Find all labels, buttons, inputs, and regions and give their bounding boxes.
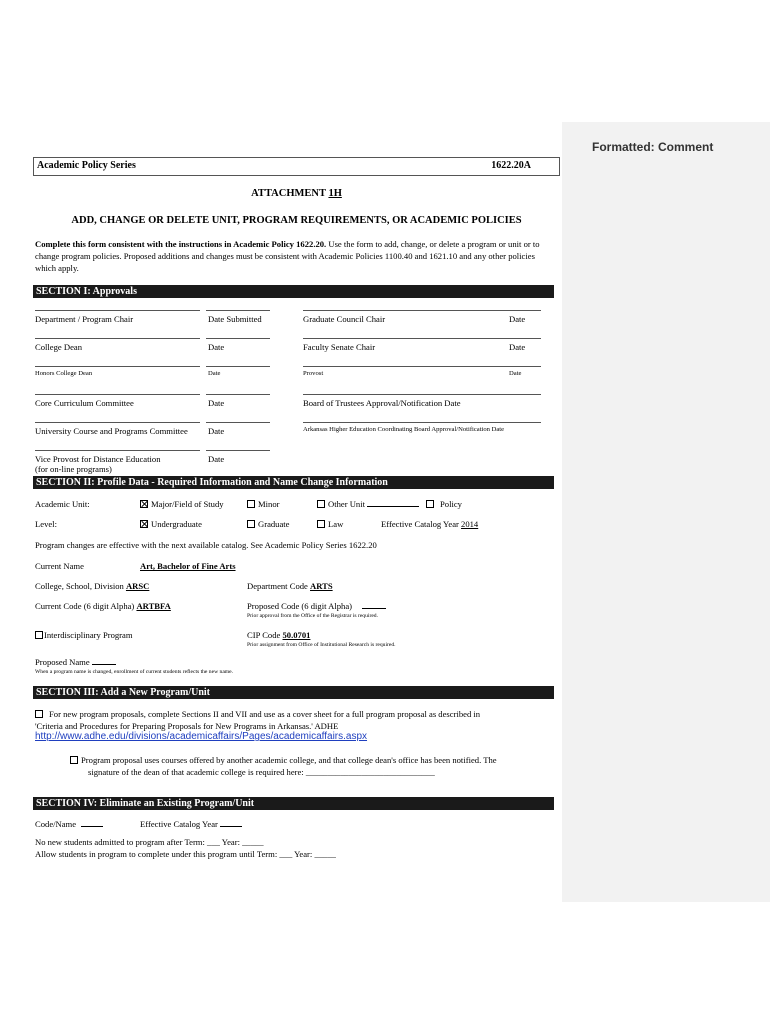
- date-line[interactable]: [206, 422, 270, 423]
- section2-header: SECTION II: Profile Data - Required Information and Name Change Information: [33, 476, 554, 489]
- approver-role: Board of Trustees Approval/Notification Date: [303, 398, 461, 408]
- main-title: ADD, CHANGE OR DELETE UNIT, PROGRAM REQUIREMENTS, OR ACADEMIC POLICIES: [71, 215, 522, 226]
- catalog-year-value[interactable]: 2014: [461, 519, 479, 529]
- comment-pane: [562, 122, 770, 902]
- code-name-row: [35, 819, 103, 829]
- approver-date-label: Date: [208, 426, 225, 436]
- other-unit-option[interactable]: [317, 499, 419, 509]
- approver-role: Arkansas Higher Education Coordinating Board Approval/Notification Date: [303, 426, 505, 433]
- current-code-row: [35, 601, 171, 611]
- other-unit-label: Other Unit: [328, 499, 365, 509]
- graduate-label: Graduate: [258, 519, 290, 529]
- proposed-name-row: [35, 657, 116, 667]
- new-program-line1: For new program proposals, complete Sections II and VII and use as a cover sheet for a full program proposal as described in: [49, 709, 481, 719]
- law-checkbox[interactable]: [317, 520, 325, 528]
- code-name-label: Code/Name: [35, 819, 77, 829]
- approver-role: Graduate Council Chair: [303, 314, 386, 324]
- intro-rest: Use the form to add, change, or delete a program or unit or to change program policies. Proposed additions and changes must be consistent with Academic Policies 1100.40 and 1621.10 and any other policies which apply.: [35, 239, 540, 273]
- attachment-num: 1H: [328, 188, 342, 199]
- date-line[interactable]: [206, 450, 270, 451]
- approver-date-label: Date: [509, 342, 526, 352]
- attachment-heading: [33, 188, 560, 199]
- other-unit-checkbox[interactable]: [317, 500, 325, 508]
- catalog-year-row: [381, 519, 478, 529]
- other-unit-field[interactable]: [367, 499, 419, 507]
- proposed-code-label: Proposed Code (6 digit Alpha): [247, 601, 353, 611]
- college-value[interactable]: ARSC: [125, 581, 150, 591]
- dept-label: Department Code: [247, 581, 311, 591]
- allow-students-line: Allow students in program to complete under this program until Term: ___ Year: _____: [35, 849, 336, 859]
- other-college-checkbox[interactable]: [70, 756, 78, 764]
- new-program-option[interactable]: [35, 709, 550, 719]
- approver-role: Provost: [303, 370, 324, 377]
- dept-row: [247, 581, 333, 591]
- academic-unit-label: Academic Unit:: [35, 499, 90, 509]
- signature-line[interactable]: [35, 450, 200, 451]
- approver-date-label: Date: [509, 314, 526, 324]
- policy-checkbox[interactable]: [426, 500, 434, 508]
- proposed-name-label: Proposed Name: [35, 657, 90, 667]
- signature-line[interactable]: [35, 366, 200, 367]
- signature-line[interactable]: [35, 310, 200, 311]
- approver-date-label: Date: [208, 370, 221, 377]
- current-code-label: Current Code (6 digit Alpha): [35, 601, 137, 611]
- interdisciplinary-label: Interdisciplinary Program: [44, 630, 133, 640]
- major-label: Major/Field of Study: [151, 499, 224, 509]
- eff-year-row: [140, 819, 242, 829]
- other-college-line1: Program proposal uses courses offered by another academic college, and that college dean's office has been notified. The: [81, 755, 497, 765]
- policy-label: Policy: [440, 499, 462, 509]
- current-code-value[interactable]: ARTBFA: [136, 601, 171, 611]
- other-college-line2: signature of the dean of that academic college is required here: ______________________________: [88, 767, 435, 777]
- minor-checkbox[interactable]: [247, 500, 255, 508]
- no-new-students-line: No new students admitted to program after Term: ___ Year: _____: [35, 837, 264, 847]
- undergrad-checkbox[interactable]: [140, 520, 148, 528]
- series-title: Academic Policy Series: [37, 160, 136, 171]
- catalog-note: Program changes are effective with the next available catalog. See Academic Policy Series 1622.20: [35, 540, 377, 550]
- section1-header: SECTION I: Approvals: [33, 285, 554, 298]
- dept-value[interactable]: ARTS: [310, 581, 333, 591]
- approver-date-label: Date: [208, 454, 225, 464]
- attachment-label: ATTACHMENT: [251, 188, 329, 199]
- approver-role: College Dean: [35, 342, 83, 352]
- eff-year-field[interactable]: [220, 819, 242, 827]
- major-checkbox[interactable]: [140, 500, 148, 508]
- comment-pane-title: Formatted: Comment: [592, 140, 714, 154]
- current-name-value[interactable]: Art, Bachelor of Fine Arts: [140, 561, 236, 571]
- college-label: College, School, Division: [35, 581, 126, 591]
- date-line[interactable]: [206, 366, 270, 367]
- intro-paragraph: [35, 238, 550, 274]
- interdisciplinary-checkbox[interactable]: [35, 631, 43, 639]
- proposed-name-note: When a program name is changed, enrollment of current students reflects the new name.: [35, 669, 234, 675]
- signature-line[interactable]: [303, 338, 541, 339]
- series-header-box: [33, 157, 560, 176]
- eff-year-label: Effective Catalog Year: [140, 819, 218, 829]
- signature-line[interactable]: [303, 422, 541, 423]
- signature-line[interactable]: [35, 422, 200, 423]
- section3-header: SECTION III: Add a New Program/Unit: [33, 686, 554, 699]
- cip-label: CIP Code: [247, 630, 283, 640]
- proposed-code-field[interactable]: [362, 601, 386, 609]
- graduate-checkbox[interactable]: [247, 520, 255, 528]
- proposed-code-note: Prior approval from the Office of the Registrar is required.: [247, 613, 378, 619]
- cip-row: [247, 630, 310, 640]
- new-program-checkbox[interactable]: [35, 710, 43, 718]
- minor-label: Minor: [258, 499, 280, 509]
- undergrad-label: Undergraduate: [151, 519, 202, 529]
- signature-line[interactable]: [303, 394, 541, 395]
- interdisciplinary-option[interactable]: [35, 630, 133, 640]
- cip-note: Prior assignment from Office of Institutional Research is required.: [247, 642, 396, 648]
- law-option[interactable]: [317, 519, 343, 529]
- series-number: 1622.20A: [491, 160, 531, 171]
- minor-option[interactable]: [247, 499, 279, 509]
- date-line[interactable]: [206, 338, 270, 339]
- approver-role: Department / Program Chair: [35, 314, 134, 324]
- code-name-field[interactable]: [81, 819, 103, 827]
- level-label: Level:: [35, 519, 57, 529]
- approver-date-label: Date: [208, 398, 225, 408]
- approver-role: University Course and Programs Committee: [35, 426, 188, 436]
- signature-line[interactable]: [303, 310, 541, 311]
- signature-line[interactable]: [35, 394, 200, 395]
- proposed-name-field[interactable]: [92, 657, 116, 665]
- date-line[interactable]: [206, 310, 270, 311]
- approver-role: Faculty Senate Chair: [303, 342, 376, 352]
- new-program-line2: 'Criteria and Procedures for Preparing Proposals for New Programs in Arkansas.' ADHE: [35, 721, 339, 731]
- catalog-year-label: Effective Catalog Year: [381, 519, 462, 529]
- current-name-label: Current Name: [35, 561, 84, 571]
- approver-role: Core Curriculum Committee: [35, 398, 134, 408]
- law-label: Law: [328, 519, 344, 529]
- section4-header: SECTION IV: Eliminate an Existing Program/Unit: [33, 797, 554, 810]
- signature-line[interactable]: [303, 366, 541, 367]
- proposed-code-row: [247, 601, 386, 611]
- intro-bold: Complete this form consistent with the instructions in Academic Policy 1622.20.: [35, 239, 327, 249]
- undergrad-option[interactable]: [140, 519, 202, 529]
- approver-date-label: Date: [208, 342, 225, 352]
- approver-role-note: (for on-line programs): [35, 464, 112, 474]
- approver-date-label: Date Submitted: [208, 314, 262, 324]
- policy-option[interactable]: [426, 499, 462, 509]
- major-option[interactable]: [140, 499, 224, 509]
- graduate-option[interactable]: [247, 519, 290, 529]
- approver-role: Vice Provost for Distance Education: [35, 454, 161, 464]
- college-row: [35, 581, 149, 591]
- approver-date-label: Date: [509, 370, 522, 377]
- adhe-link[interactable]: http://www.adhe.edu/divisions/academicaffairs/Pages/academicaffairs.aspx: [35, 731, 368, 742]
- date-line[interactable]: [206, 394, 270, 395]
- other-college-option[interactable]: [70, 755, 555, 765]
- signature-line[interactable]: [35, 338, 200, 339]
- approver-role: Honors College Dean: [35, 370, 93, 377]
- cip-value[interactable]: 50.0701: [282, 630, 311, 640]
